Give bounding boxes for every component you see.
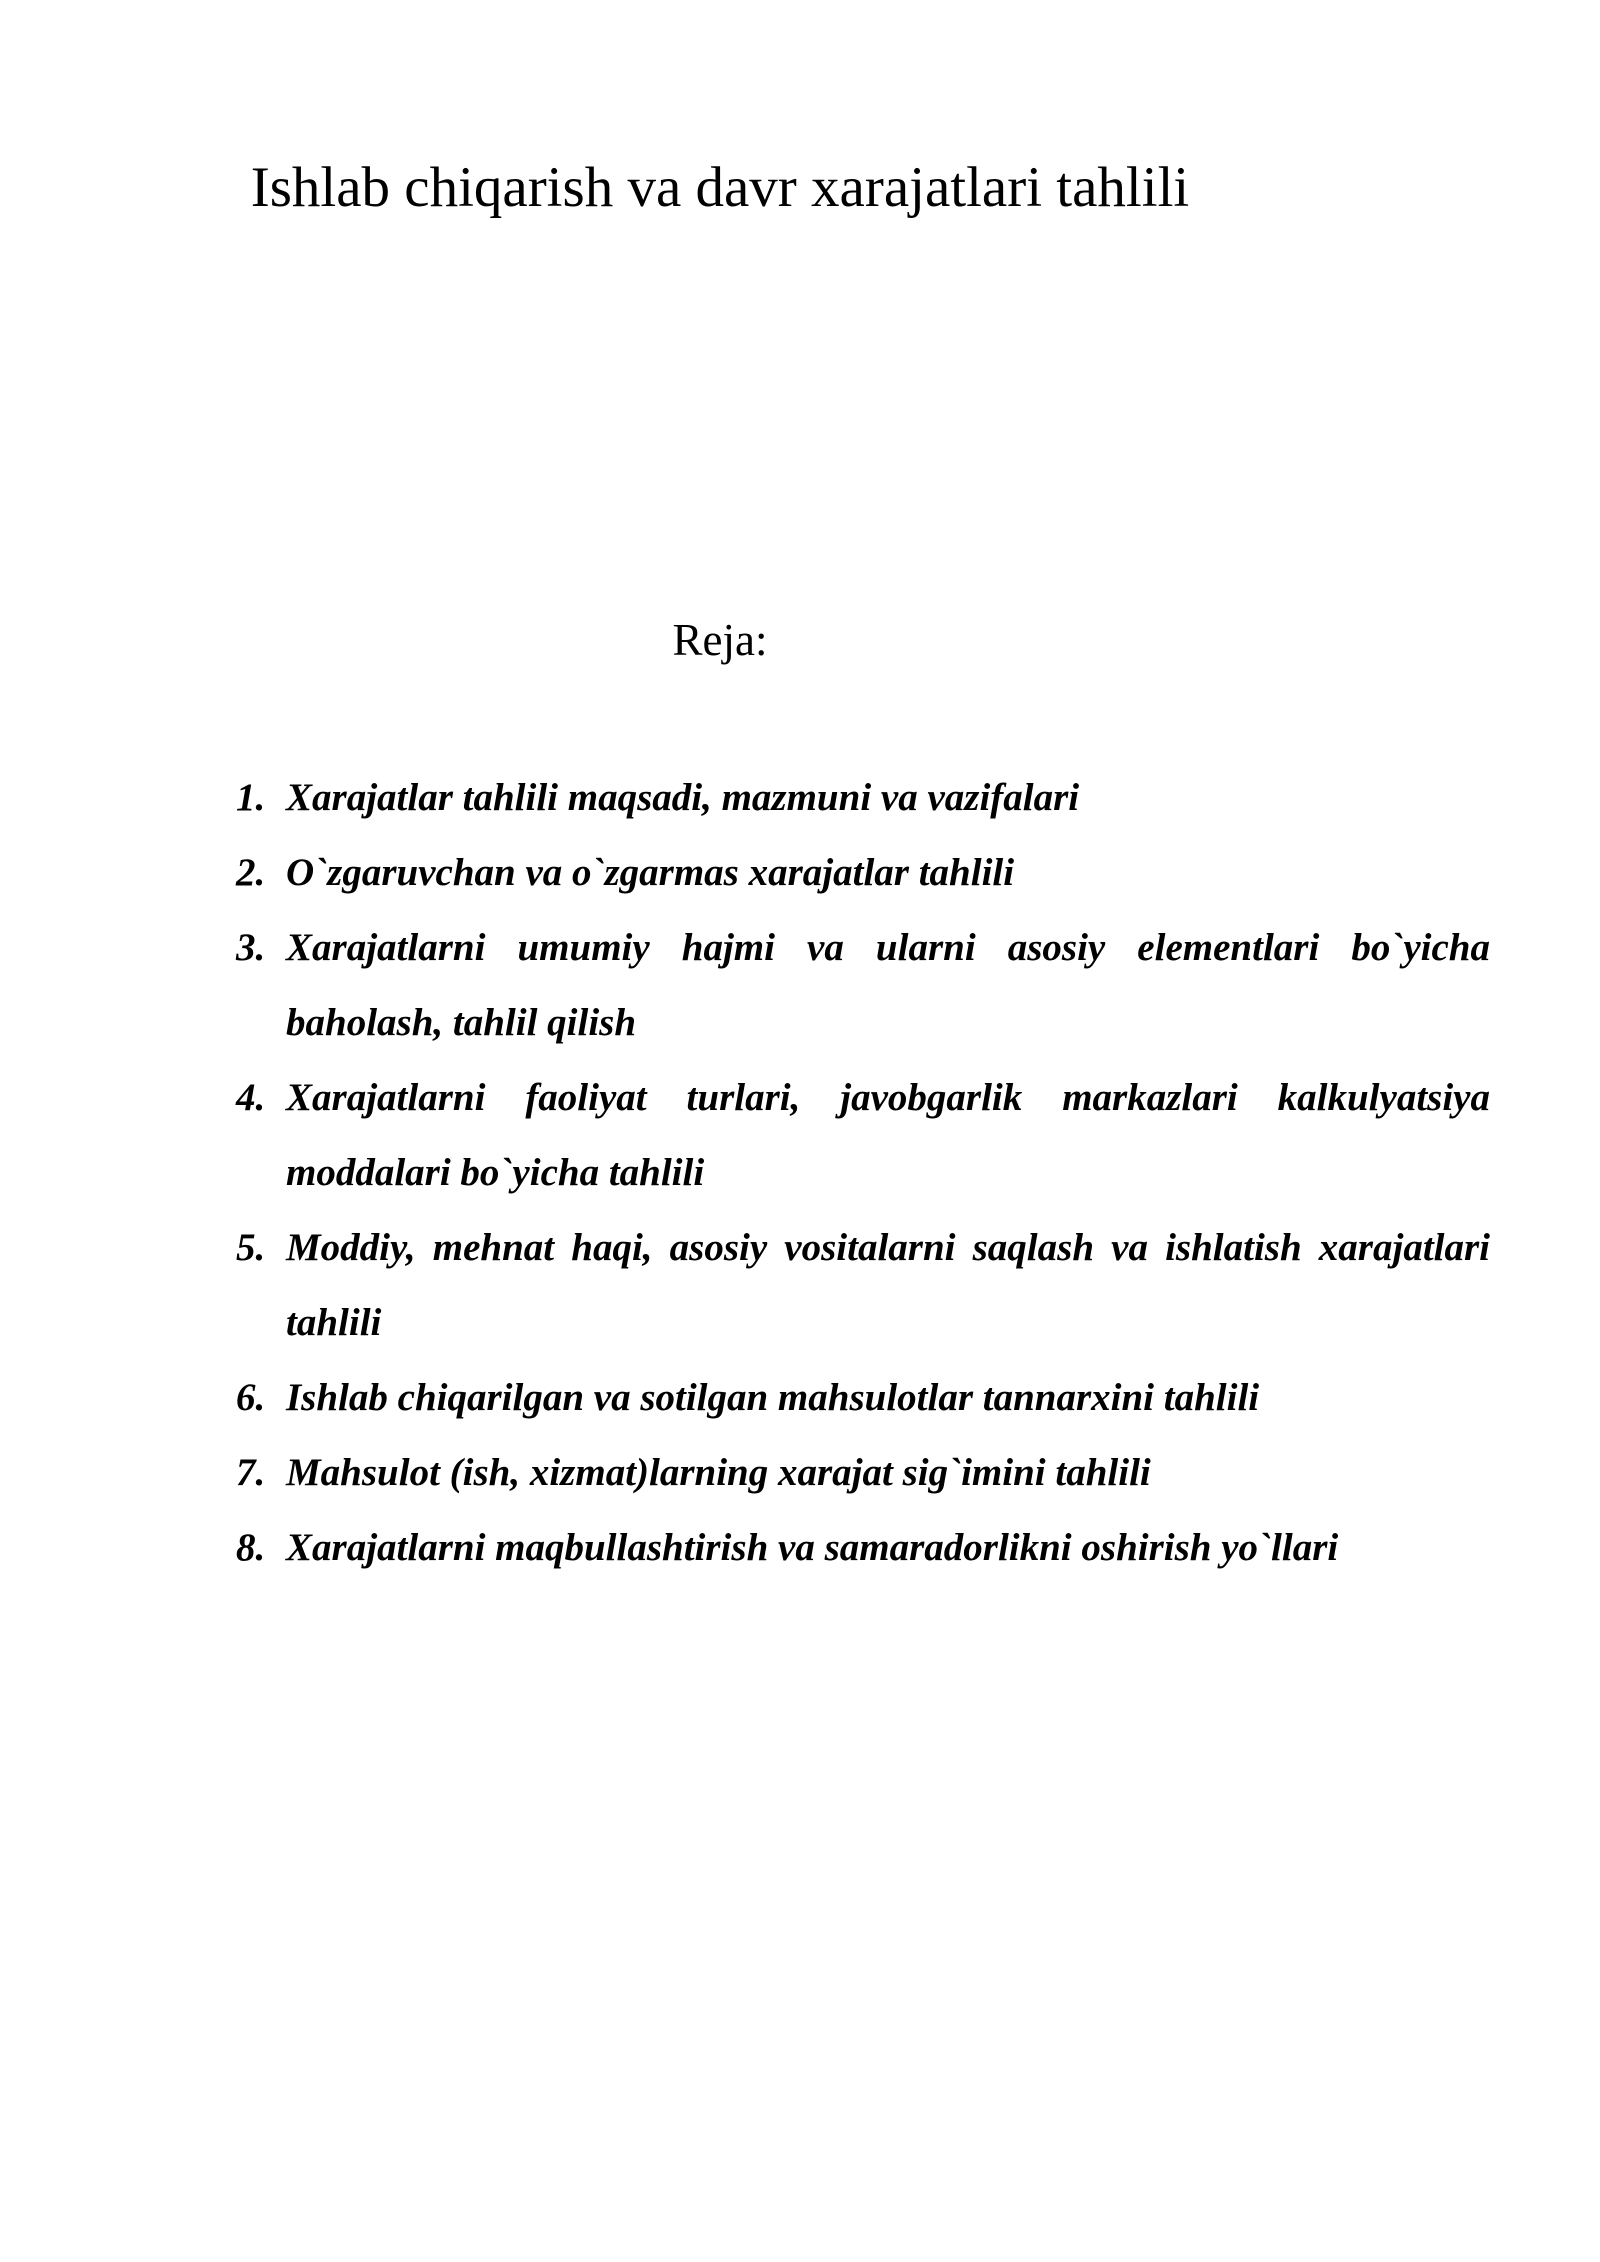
plan-item-text: Xarajatlarni umumiy hajmi va ularni asosiy elementlari bo`yicha baholash, tahlil qilish [286, 926, 1490, 1044]
document-title: Ishlab chiqarish va davr xarajatlari tahlili [250, 156, 1190, 219]
plan-heading: Reja: [672, 615, 768, 665]
plan-item-text: Moddiy, mehnat haqi, asosiy vositalarni saqlash va ishlatish xarajatlari tahlili [286, 1226, 1490, 1344]
plan-item-number: 3. [236, 926, 266, 969]
plan-item-number: 1. [236, 776, 266, 819]
plan-item [236, 835, 1490, 910]
plan-item-text: O`zgaruvchan va o`zgarmas xarajatlar tahlili [286, 851, 1015, 894]
plan-item-text: Mahsulot (ish, xizmat)larning xarajat sig`imini tahlili [286, 1451, 1151, 1494]
plan-item [236, 1510, 1490, 1585]
plan-list [236, 760, 1490, 1585]
plan-item-number: 6. [236, 1376, 266, 1419]
plan-item-number: 5. [236, 1226, 266, 1269]
plan-item-text: Xarajatlar tahlili maqsadi, mazmuni va vazifalari [286, 776, 1080, 819]
plan-item [236, 1360, 1490, 1435]
plan-item-number: 7. [236, 1451, 266, 1494]
plan-item [236, 1210, 1490, 1360]
plan-item-number: 2. [236, 851, 266, 894]
plan-item-number: 4. [236, 1076, 266, 1119]
plan-item-text: Xarajatlarni maqbullashtirish va samaradorlikni oshirish yo`llari [286, 1526, 1339, 1569]
plan-item-number: 8. [236, 1526, 266, 1569]
plan-item-text: Ishlab chiqarilgan va sotilgan mahsulotlar tannarxini tahlili [286, 1376, 1260, 1419]
plan-item [236, 760, 1490, 835]
plan-item-text: Xarajatlarni faoliyat turlari, javobgarlik markazlari kalkulyatsiya moddalari bo`yicha tahlili [286, 1076, 1490, 1194]
plan-item [236, 1435, 1490, 1510]
plan-item [236, 910, 1490, 1060]
plan-item [236, 1060, 1490, 1210]
